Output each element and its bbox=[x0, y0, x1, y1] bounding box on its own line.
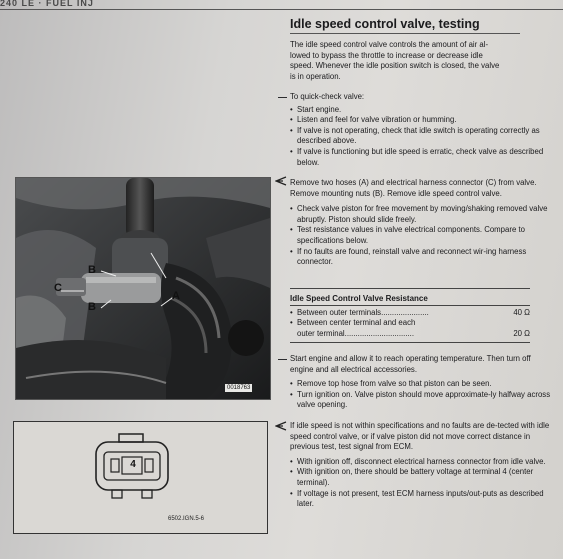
step-dash-marker: — bbox=[278, 354, 287, 364]
quick-check-block bbox=[290, 92, 555, 168]
remove-step-text: Remove two hoses (A) and electrical harness connector (C) from valve. Remove mounting nuts (B). Remove idle speed control valve. bbox=[290, 178, 537, 198]
spec-top-rule bbox=[290, 288, 530, 289]
spec-leader: ................................ bbox=[344, 328, 414, 338]
spec-label: outer terminal bbox=[297, 328, 345, 338]
list-item: • With ignition off, disconnect electrical harness connector from idle valve. bbox=[290, 457, 555, 468]
spec-row bbox=[290, 329, 530, 339]
running-head: 240 LE · FUEL INJ bbox=[0, 0, 94, 8]
arrow-pointer-icon bbox=[275, 176, 287, 186]
spec-leader: ...................... bbox=[381, 308, 429, 317]
spec-row: • Between center terminal and each bbox=[290, 318, 416, 328]
spec-row: • Between outer terminals...................... 40 Ω bbox=[290, 308, 530, 317]
list-item: • Listen and feel for valve vibration or humming. bbox=[290, 115, 555, 126]
arrow-pointer-icon bbox=[275, 421, 287, 431]
callout-a: A bbox=[172, 290, 180, 302]
terminal-4-label: 4 bbox=[130, 459, 136, 470]
list-item: • If voltage is not present, test ECM harness inputs/out-puts as described later. bbox=[290, 489, 555, 510]
diagram-id: 6502.IGN.5-6 bbox=[168, 516, 205, 522]
list-item: • If valve is not operating, check that idle switch is operating correctly as described above. bbox=[290, 126, 555, 147]
photo-id: 0018763 bbox=[227, 385, 251, 391]
spec-label: Between outer terminals bbox=[297, 308, 382, 317]
quick-check-heading: To quick-check valve: bbox=[290, 92, 365, 101]
fault-step-text: If idle speed is not within specifications and no faults are de-tected with idle speed control valve, or if valve piston did not move correct distance in previous test, test signal from ECM. bbox=[290, 421, 550, 452]
list-item: • Start engine. bbox=[290, 105, 555, 116]
header-rule bbox=[0, 9, 563, 10]
title-rule bbox=[290, 33, 520, 34]
ecm-signal-block bbox=[290, 421, 555, 510]
spec-bottom-rule bbox=[290, 342, 530, 343]
callout-b-upper: B bbox=[88, 264, 96, 276]
intro-line: speed. Whenever the idle position switch is closed, the valve bbox=[290, 61, 500, 71]
intro-line: lowed to bypass the throttle to increase or decrease idle bbox=[290, 50, 483, 60]
list-item: • If no faults are found, reinstall valve and reconnect wir-ing harness connector. bbox=[290, 247, 555, 268]
callout-c: C bbox=[54, 282, 62, 294]
list-item: • Remove top hose from valve so that piston can be seen. bbox=[290, 379, 555, 390]
operating-temp-text: Start engine and allow it to reach operating temperature. Then turn off engine and all electrical accessories. bbox=[290, 354, 531, 374]
step-dash-marker: — bbox=[278, 92, 287, 102]
list-item: • Test resistance values in valve electrical components. Compare to specifications below. bbox=[290, 225, 555, 246]
spec-label: Between center terminal and each bbox=[297, 318, 416, 328]
section-title: Idle speed control valve, testing bbox=[290, 17, 480, 31]
spec-title-rule bbox=[290, 305, 530, 306]
list-item: • Check valve piston for free movement by moving/shaking removed valve abruptly. Piston should slide freely. bbox=[290, 204, 555, 225]
operating-temp-block bbox=[290, 354, 555, 411]
spec-value: 20 Ω bbox=[513, 328, 530, 338]
connector-icon bbox=[14, 422, 267, 533]
intro-paragraph bbox=[290, 40, 555, 82]
intro-line: is in operation. bbox=[290, 71, 341, 81]
list-item: • With ignition on, there should be battery voltage at terminal 4 (center terminal). bbox=[290, 467, 555, 488]
spec-value: 40 Ω bbox=[513, 308, 530, 317]
intro-line: The idle speed control valve controls the amount of air al- bbox=[290, 40, 489, 49]
spec-table bbox=[290, 308, 530, 339]
list-item: • Turn ignition on. Valve piston should move approximate-ly halfway across valve opening. bbox=[290, 390, 555, 411]
connector-diagram bbox=[13, 421, 268, 534]
remove-valve-block bbox=[290, 178, 555, 268]
callout-b-lower: B bbox=[88, 301, 96, 313]
spec-table-title: Idle Speed Control Valve Resistance bbox=[290, 294, 428, 303]
list-item: • If valve is functioning but idle speed is erratic, check valve as described below. bbox=[290, 147, 555, 168]
